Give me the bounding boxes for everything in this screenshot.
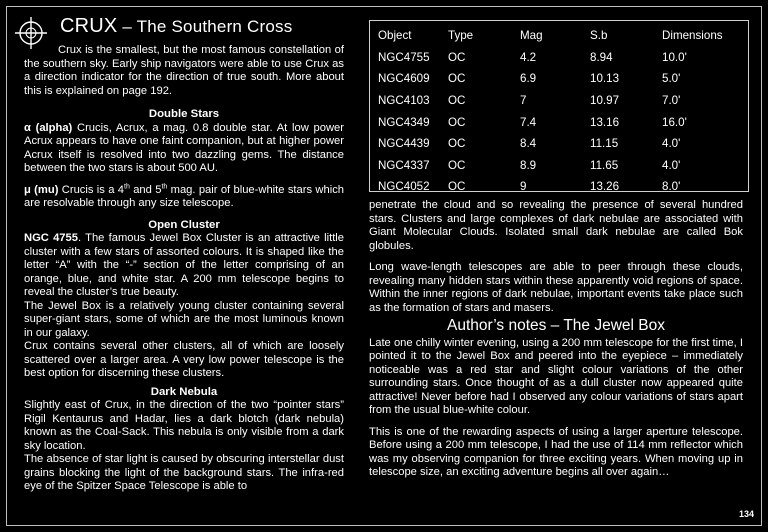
objects-table-box: [369, 20, 749, 192]
intro-paragraph: Crux is the smallest, but the most famous constellation of the southern sky. Early ship navigators were able to use Crux as a direction indicator for the direction of true south. More about this is explained on page 192.: [24, 44, 344, 97]
coal-sack-paragraph: Slightly east of Crux, in the direction of the two “pointer stars” Rigil Kentaurus and Hadar, lies a dark blotch (dark nebula) known as the Coal-Sack. This nebula is only visible from a dark sky location.: [24, 399, 344, 452]
cell-type: OC: [448, 137, 466, 151]
table-row: [378, 133, 742, 155]
cell-object: NGC4103: [378, 94, 430, 108]
double-stars-heading: Double Stars: [148, 108, 220, 120]
mu-label: μ (mu): [24, 183, 59, 196]
cell-object: NGC4052: [378, 180, 430, 194]
title-main: CRUX: [60, 15, 118, 37]
cell-mag: 6.9: [520, 72, 537, 86]
cell-mag: 8.9: [520, 158, 537, 172]
authors-notes-paragraph-1: Late one chilly winter evening, using a 200 mm telescope for the first time, I pointed it to the Jewel Box and peered into the eyepiece – immediately noticeable was a red star and slight colour variations of the other surrounding stars. Once thought of as a dull cluster now appeared quite attractive! Never before had I observed any colour variations of stars apart from the usual blue-white colour.: [369, 336, 743, 416]
cell-mag: 9: [520, 180, 527, 194]
cell-object: NGC4755: [378, 50, 430, 64]
cell-type: OC: [448, 72, 466, 86]
alpha-paragraph: [24, 122, 344, 176]
cell-object: NGC4609: [378, 72, 430, 86]
cell-sb: 10.97: [590, 94, 620, 108]
alpha-text: Crucis, Acrux, a mag. 0.8 double star. At low power Acrux appears to have one faint companion, but at higher power Acrux itself is resolved into two dazzling gems. The distance between the two stars is about 500 AU.: [24, 121, 344, 174]
header-dimensions: Dimensions: [662, 29, 723, 43]
absence-paragraph: The absence of star light is caused by obscuring interstellar dust grains blocking the light of the background stars. The infra-red eye of the Spitzer Space Telescope is able to: [24, 453, 344, 492]
penetrate-paragraph: penetrate the cloud and so revealing the presence of several hundred stars. Clusters and large complexes of dark nebulae are associated with Giant Molecular Clouds. Isolated small dark nebulae are called Bok globules.: [369, 199, 743, 252]
other-clusters-paragraph: Crux contains several other clusters, all of which are loosely scattered over a larger area. A very low power telescope is the best option for discerning these clusters.: [24, 340, 344, 379]
ngc4755-text: . The famous Jewel Box Cluster is an attractive little cluster with a few stars of assorted colours. It is shaped like the letter “A” with the “-” section of the letter comprising of an orange, blue, and white star. A 200 mm telescope begins to reveal the cluster’s true beauty.: [24, 232, 345, 298]
cell-mag: 7.4: [520, 115, 537, 129]
left-column: [24, 44, 344, 494]
cell-mag: 4.2: [520, 50, 537, 64]
table-row: [378, 68, 742, 90]
cell-dimensions: 16.0': [662, 115, 687, 129]
mu-text-2: and 5: [129, 183, 162, 196]
cell-mag: 8.4: [520, 137, 537, 151]
title-sub: – The Southern Cross: [117, 17, 293, 36]
header-type: Type: [448, 29, 474, 43]
cell-sb: 10.13: [590, 72, 620, 86]
page-number: 134: [738, 509, 754, 519]
ngc4755-paragraph: [24, 232, 344, 300]
jewel-box-paragraph: The Jewel Box is a relatively young cluster containing several super-giant stars, some of which are the most luminous known in our galaxy.: [24, 299, 344, 339]
cell-dimensions: 5.0': [662, 72, 681, 86]
mu-sup-2: th: [161, 182, 168, 190]
cell-sb: 13.26: [590, 180, 620, 194]
alpha-label: α (alpha): [24, 121, 73, 134]
cell-type: OC: [448, 94, 466, 108]
cell-type: OC: [448, 158, 466, 172]
cell-object: NGC4349: [378, 115, 430, 129]
long-wave-paragraph: Long wave-length telescopes are able to peer through these clouds, revealing many hidden stars within these apparently void regions of space. Within the inner regions of dark nebulae, important events take place such as the formation of stars and masers.: [369, 261, 743, 314]
mu-paragraph: [24, 184, 344, 211]
dark-nebula-heading: Dark Nebula: [150, 385, 218, 398]
mu-sup-1: th: [124, 182, 130, 190]
table-row: [378, 176, 742, 198]
header-sb: S.b: [590, 29, 608, 43]
table-header-row: [378, 25, 742, 47]
mu-text-3: mag. pair of blue-white stars which are resolvable through any size telescope.: [24, 183, 345, 209]
cell-type: OC: [448, 180, 466, 194]
table-row: [378, 90, 742, 112]
header-mag: Mag: [520, 29, 543, 43]
table-row: [378, 155, 742, 177]
right-column: [369, 199, 743, 480]
cell-dimensions: 10.0': [662, 50, 687, 64]
objects-table: [378, 25, 742, 198]
header-object: Object: [378, 29, 412, 43]
cell-mag: 7: [520, 94, 527, 108]
cell-dimensions: 7.0': [662, 94, 681, 108]
mu-text-1: Crucis is a 4: [58, 183, 125, 196]
open-cluster-heading: Open Cluster: [148, 218, 220, 231]
table-row: [378, 47, 742, 69]
cell-dimensions: 4.0': [662, 137, 681, 151]
cell-dimensions: 8.0': [662, 180, 681, 194]
cell-object: NGC4439: [378, 137, 430, 151]
cell-sb: 11.15: [590, 137, 619, 151]
page-title: [60, 15, 292, 38]
cell-type: OC: [448, 50, 466, 64]
cell-sb: 13.16: [590, 115, 620, 129]
authors-notes-paragraph-2: This is one of the rewarding aspects of using a larger aperture telescope. Before using a 200 mm telescope, I had the use of 114 mm reflector which was my observing companion for three exciting years. When moving up in telescope size, an exciting adventure begins all over again…: [369, 425, 743, 478]
cell-dimensions: 4.0': [662, 158, 681, 172]
cell-sb: 8.94: [590, 50, 613, 64]
ngc4755-label: NGC 4755: [24, 232, 78, 244]
cell-sb: 11.65: [590, 158, 619, 172]
table-row: [378, 111, 742, 133]
authors-notes-heading: Author’s notes – The Jewel Box: [447, 317, 665, 334]
cell-object: NGC4337: [378, 158, 430, 172]
cell-type: OC: [448, 115, 466, 129]
